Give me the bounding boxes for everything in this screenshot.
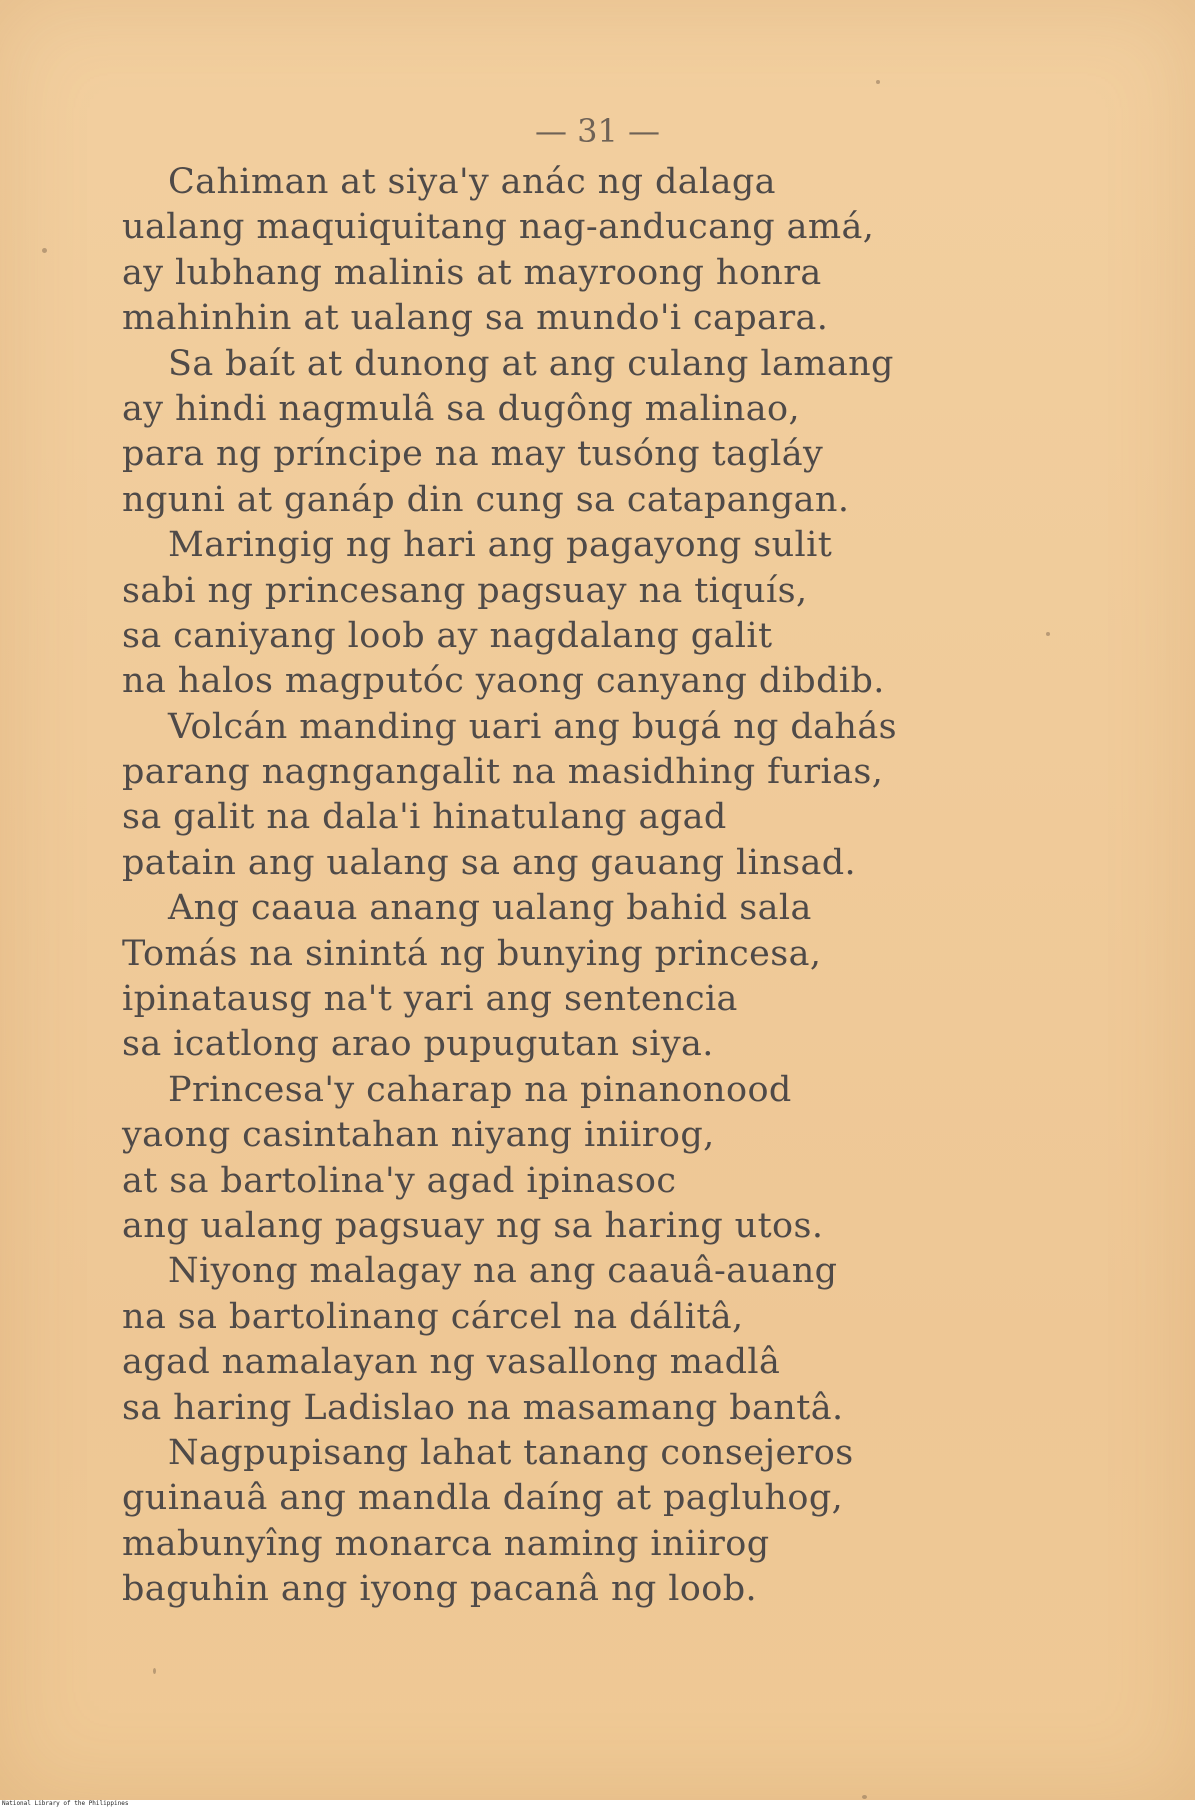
stanza-4 [122,705,1132,887]
poem-line: Maringig ng hari ang pagayong sulit [168,525,833,566]
paper-speck [42,248,47,253]
poem-line: Ang caaua anang ualang bahid sala [168,888,812,929]
poem-line: Cahiman at siya'y anác ng dalaga [168,162,776,202]
poem-line: nguni at ganáp din cung sa catapangan. [122,479,850,520]
poem-line: para ng príncipe na may tusóng tagláy [122,434,824,475]
poem-line: mabunyîng monarca naming iniirog [122,1523,770,1564]
stanza-2 [122,342,1132,524]
paper-speck [1046,632,1050,636]
poem-line: sabi ng princesang pagsuay na tiquís, [122,570,808,611]
poem-line: sa icatlong arao pupugutan siya. [122,1024,714,1065]
paper-speck [153,1668,156,1674]
poem-line: baguhin ang iyong pacanâ ng loob. [122,1569,758,1610]
stanza-6 [122,1068,1132,1250]
poem-line: Nagpupisang lahat tanang consejeros [168,1432,854,1473]
scan-footer [0,1800,1195,1808]
poem-line: parang nagngangalit na masidhing furias, [122,752,884,793]
poem-line: ipinatausg na't yari ang sentencia [122,979,738,1020]
poem-line: Tomás na sinintá ng bunying princesa, [122,933,822,974]
poem-line: ay lubhang malinis at mayroong honra [122,252,822,293]
poem-line: yaong casintahan niyang iniirog, [122,1115,715,1156]
poem-line: ualang maquiquitang nag-anducang amá, [122,207,875,248]
poem-line: na halos magputóc yaong canyang dibdib. [122,661,885,702]
poem-line: guinauâ ang mandla daíng at pagluhog, [122,1478,844,1519]
poem-line: agad namalayan ng vasallong madlâ [122,1342,781,1383]
paper-speck [876,80,880,84]
poem-line: ang ualang pagsuay ng sa haring utos. [122,1205,824,1246]
poem-line: Niyong malagay na ang caauâ-auang [168,1251,838,1292]
stanza-7 [122,1249,1132,1431]
page-number: — 31 — [534,112,661,150]
poem-line: na sa bartolinang cárcel na dálitâ, [122,1296,744,1337]
poem-line: Volcán manding uari ang bugá ng dahás [168,706,897,747]
stanza-3 [122,523,1132,705]
stanza-1 [122,160,1132,342]
poem-line: mahinhin at ualang sa mundo'i capara. [122,298,829,339]
paper-speck [862,1795,867,1799]
poem-line: patain ang ualang sa ang gauang linsad. [122,842,857,883]
poem-line: at sa bartolina'y agad ipinasoc [122,1160,677,1201]
stanza-8 [122,1431,1132,1613]
poem-line: ay hindi nagmulâ sa dugông malinao, [122,388,800,429]
poem-text [122,160,1132,1613]
poem-line: Princesa'y caharap na pinanonood [168,1069,792,1110]
poem-line: sa caniyang loob ay nagdalang galit [122,615,773,656]
poem-line: sa haring Ladislao na masamang bantâ. [122,1387,844,1428]
poem-line: Sa baít at dunong at ang culang lamang [168,343,894,384]
stanza-5 [122,886,1132,1068]
archive-credit: National Library of the Philippines [2,1800,129,1807]
poem-line: sa galit na dala'i hinatulang agad [122,797,727,838]
